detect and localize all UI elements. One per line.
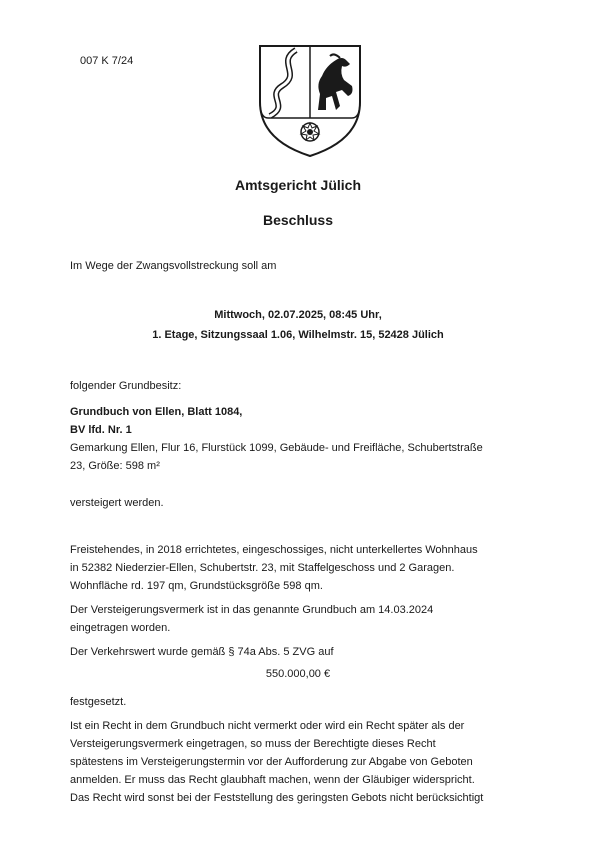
auction-location: 1. Etage, Sitzungssaal 1.06, Wilhelmstr. 15, 52428 Jülich [152, 329, 444, 341]
property-description [70, 541, 540, 595]
text-line: Der Versteigerungsvermerk ist in das genannte Grundbuch am 14.03.2024 [70, 604, 434, 616]
text-line: Gemarkung Ellen, Flur 16, Flurstück 1099, Gebäude- und Freifläche, Schubertstraße [70, 442, 483, 454]
text-line: Das Recht wird sonst bei der Feststellung des geringsten Gebots nicht berücksichtigt [70, 792, 484, 804]
text-line: anmelden. Er muss das Recht glaubhaft machen, wenn der Gläubiger widerspricht. [70, 774, 475, 786]
text-line: eingetragen worden. [70, 622, 171, 634]
intro-text: Im Wege der Zwangsvollstreckung soll am [70, 260, 277, 272]
registration-note [70, 601, 540, 637]
court-name: Amtsgericht Jülich [234, 177, 362, 193]
text-line: Versteigerungsvermerk eingetragen, so muss der Berechtigte dieses Recht [70, 738, 436, 750]
text-line: 23, Größe: 598 m² [70, 460, 160, 472]
property-intro: folgender Grundbesitz: [70, 380, 182, 392]
fixed-statement: festgesetzt. [70, 696, 127, 708]
land-register: Grundbuch von Ellen, Blatt 1084, [70, 406, 243, 418]
document-title: Beschluss [262, 212, 334, 228]
market-value-intro: Der Verkehrswert wurde gemäß § 74a Abs. 5 ZVG auf [70, 646, 334, 658]
text-line: spätestens im Versteigerungstermin vor der Aufforderung zur Abgabe von Geboten [70, 756, 473, 768]
rights-paragraph [70, 717, 540, 807]
market-value: 550.000,00 € [265, 668, 331, 680]
case-reference: 007 K 7/24 [80, 55, 134, 67]
parcel-description [70, 439, 540, 475]
text-line: Ist ein Recht in dem Grundbuch nicht vermerkt oder wird ein Recht später als der [70, 720, 465, 732]
auction-date-time: Mittwoch, 02.07.2025, 08:45 Uhr, [214, 309, 382, 321]
nrw-coat-of-arms-icon [256, 40, 364, 160]
auction-statement: versteigert werden. [70, 497, 164, 509]
text-line: in 52382 Niederzier-Ellen, Schubertstr. 23, mit Staffelgeschoss und 2 Garagen. [70, 562, 455, 574]
bv-number: BV lfd. Nr. 1 [70, 424, 132, 436]
text-line: Freistehendes, in 2018 errichtetes, eingeschossiges, nicht unterkellertes Wohnhaus [70, 544, 478, 556]
text-line: Wohnfläche rd. 197 qm, Grundstücksgröße 598 qm. [70, 580, 323, 592]
